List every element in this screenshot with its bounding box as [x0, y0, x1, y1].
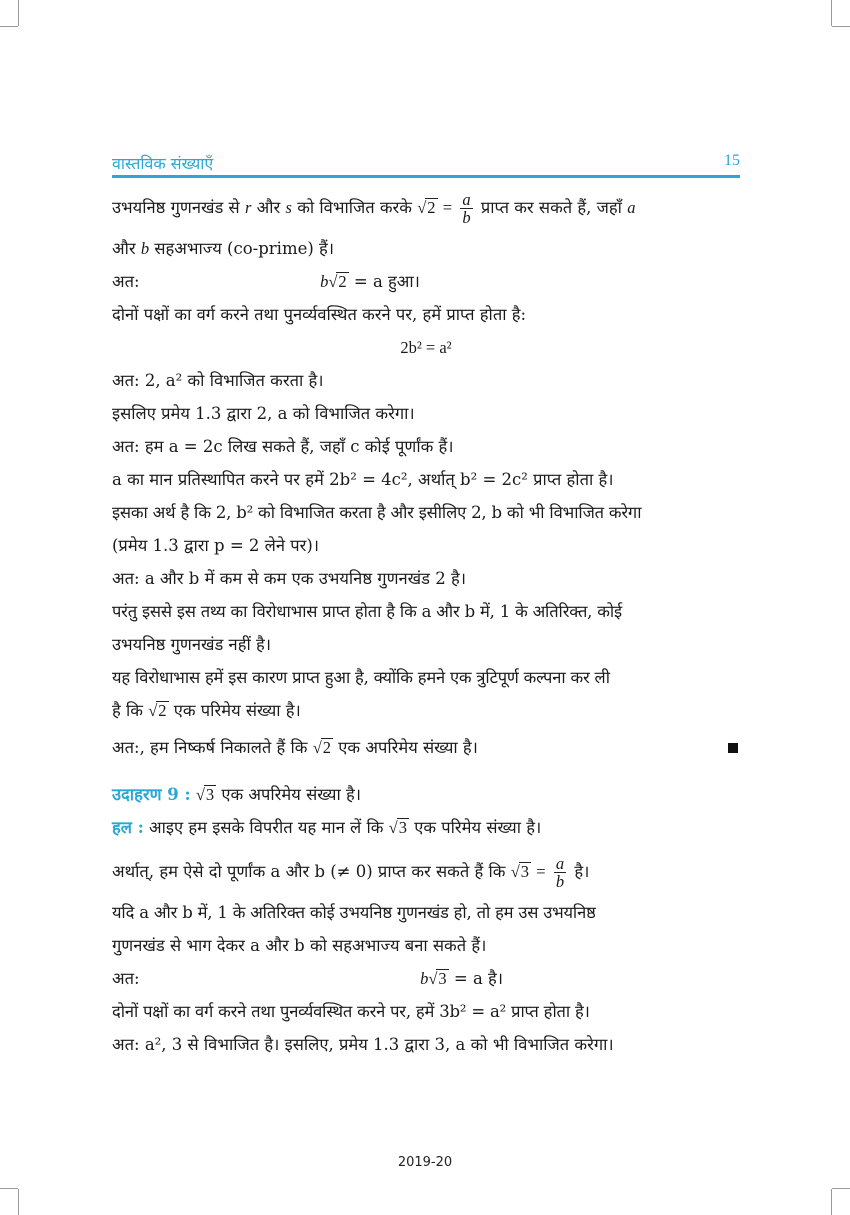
- sqrt-expression: √2: [417, 198, 436, 217]
- text-line: अत: a और b में कम से कम एक उभयनिष्ठ गुणनखंड 2 है।: [112, 569, 467, 588]
- crop-mark: [832, 1188, 850, 1189]
- crop-mark: [18, 1189, 19, 1215]
- text-line: अत: b√3 = a है।: [112, 962, 740, 995]
- text-line: अत:, हम निष्कर्ष निकालते हैं कि √2 एक अपरिमेय संख्या है।: [112, 731, 740, 764]
- text-line: a का मान प्रतिस्थापित करने पर हमें 2b² = 4c², अर्थात् b² = 2c² प्राप्त होता है।: [112, 470, 614, 489]
- fraction: $\frac{a}{b}$: [462, 190, 471, 227]
- text-line: अर्थात्, हम ऐसे दो पूर्णांक a और b (≠ 0) प्राप्त कर सकते हैं कि √3 = $\frac{a}{b}$ है।: [112, 848, 740, 896]
- text-line: दोनों पक्षों का वर्ग करने तथा पुनर्व्यवस्थित करने पर, हमें प्राप्त होता है:: [112, 305, 527, 324]
- crop-mark: [832, 26, 850, 27]
- crop-mark: [831, 1189, 832, 1215]
- crop-mark: [831, 0, 832, 26]
- text-line: इसका अर्थ है कि 2, b² को विभाजित करता है और इसीलिए 2, b को भी विभाजित करेगा: [112, 503, 642, 522]
- text-line: यदि a और b में, 1 के अतिरिक्त कोई उभयनिष्ठ गुणनखंड हो, तो हम उस उभयनिष्ठ: [112, 903, 596, 922]
- chapter-title: वास्तविक संख्याएँ: [112, 154, 214, 173]
- text-line: गुणनखंड से भाग देकर a और b को सहअभाज्य बना सकते हैं।: [112, 936, 487, 955]
- fraction: $\frac{a}{b}$: [555, 854, 565, 891]
- text-line: है कि √2 एक परिमेय संख्या है।: [112, 694, 740, 727]
- header-rule: [112, 175, 740, 178]
- crop-mark: [0, 1188, 18, 1189]
- footer-year: 2019-20: [397, 1155, 453, 1170]
- text-line: उभयनिष्ठ गुणनखंड से r और s को विभाजित करके √2 = $\frac{a}{b}$ प्राप्त कर सकते हैं, जहाँ a: [112, 190, 636, 227]
- solution-label: हल :: [112, 818, 144, 837]
- page-header: [112, 150, 740, 176]
- text-line: और b सहअभाज्य (co-prime) हैं।: [112, 239, 335, 258]
- sqrt-expression: √3: [510, 862, 529, 881]
- text-line: अत: a², 3 से विभाजित है। इसलिए, प्रमेय 1.3 द्वारा 3, a को भी विभाजित करेगा।: [112, 1035, 614, 1054]
- text-line: अत: b√2 = a हुआ।: [112, 265, 740, 298]
- text-line: दोनों पक्षों का वर्ग करने तथा पुनर्व्यवस्थित करने पर, हमें 3b² = a² प्राप्त होता है।: [112, 1002, 590, 1021]
- example-label: उदाहरण 9 :: [112, 785, 191, 804]
- equation: 2b² = a²: [400, 338, 452, 357]
- sqrt-expression: √3: [195, 785, 215, 804]
- text-line: अत: हम a = 2c लिख सकते हैं, जहाँ c कोई पूर्णांक हैं।: [112, 437, 454, 456]
- text-line: इसलिए प्रमेय 1.3 द्वारा 2, a को विभाजित करेगा।: [112, 404, 415, 423]
- sqrt-expression: √2: [312, 738, 332, 757]
- page-number: 15: [724, 152, 740, 169]
- qed-square-icon: [728, 743, 738, 753]
- sqrt-expression: √3: [428, 969, 447, 988]
- sqrt-expression: √2: [328, 272, 347, 291]
- example-heading: उदाहरण 9 : √3 एक अपरिमेय संख्या है।: [112, 778, 740, 811]
- text-line: उभयनिष्ठ गुणनखंड नहीं है।: [112, 635, 272, 654]
- crop-mark: [0, 26, 18, 27]
- text-line: परंतु इससे इस तथ्य का विरोधाभास प्राप्त होता है कि a और b में, 1 के अतिरिक्त, कोई: [112, 602, 622, 621]
- text-line: अत: 2, a² को विभाजित करता है।: [112, 371, 324, 390]
- sqrt-expression: √2: [148, 701, 167, 720]
- page-body: [112, 188, 740, 1061]
- text-line: यह विरोधाभास हमें इस कारण प्राप्त हुआ है, क्योंकि हमने एक त्रुटिपूर्ण कल्पना कर ली: [112, 668, 610, 687]
- crop-mark: [18, 0, 19, 26]
- solution-line: हल : आइए हम इसके विपरीत यह मान लें कि √3 एक परिमेय संख्या है।: [112, 811, 740, 844]
- text-line: (प्रमेय 1.3 द्वारा p = 2 लेने पर)।: [112, 536, 320, 555]
- sqrt-expression: √3: [388, 818, 407, 837]
